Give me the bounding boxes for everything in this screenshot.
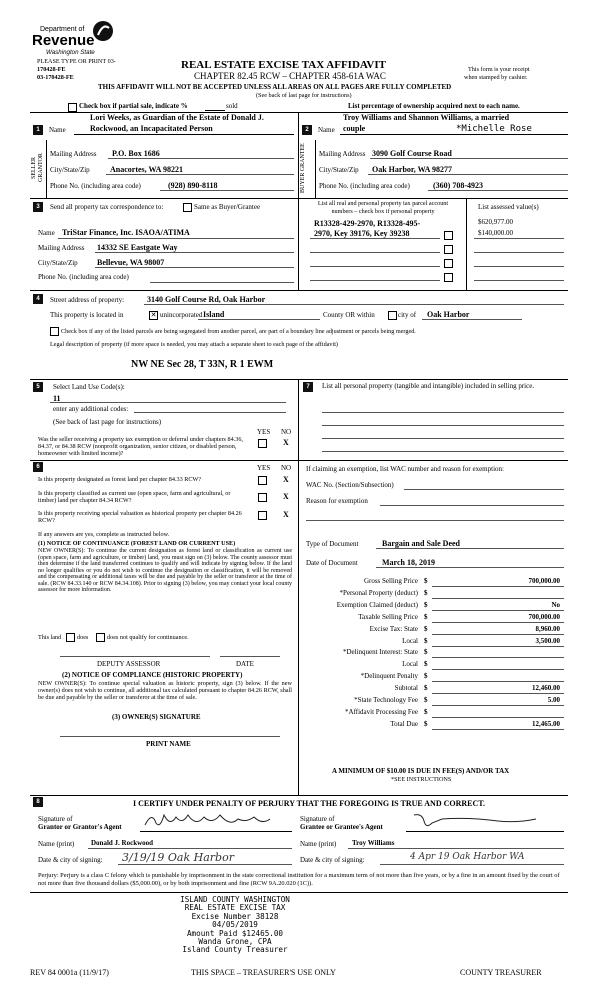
land-does-label: does bbox=[77, 634, 89, 641]
sale-row-value: 700,000.00 bbox=[528, 612, 560, 621]
segregated-parcel-label: Check box if any of the listed parcels are being segregated from another parcel, are part of a boundary line adjustment or parcels being merged. bbox=[61, 328, 416, 335]
parcel-line2: 2970, Key 39176, Key 39238 bbox=[314, 229, 410, 238]
stamp-line5: Amount Paid $12465.00 bbox=[186, 928, 283, 938]
land-use-label: Select Land Use Code(s): bbox=[53, 383, 125, 391]
sale-row-label: Total Due bbox=[390, 719, 418, 728]
unincorporated-label: unincorporated bbox=[160, 311, 203, 319]
exemption-yes-checkbox[interactable] bbox=[258, 439, 267, 448]
sale-row-label: *Delinquent Penalty bbox=[360, 672, 418, 681]
exemption-no-mark: X bbox=[283, 438, 289, 447]
sale-row-currency: $ bbox=[424, 577, 428, 585]
compliance-title: (2) NOTICE OF COMPLIANCE (HISTORIC PROPERTY) bbox=[62, 671, 243, 679]
grantee-signature-label-2: Grantee or Grantee's Agent bbox=[300, 823, 383, 831]
additional-codes-label: enter any additional codes: bbox=[53, 405, 129, 413]
buyer-grantee-side-label: BUYER GRANTEE bbox=[300, 143, 306, 193]
located-in-label: This property is located in bbox=[50, 311, 124, 319]
exemption-question: Was the seller receiving a property tax exemption or deferral under chapters 84.36, 84.37, or 84.38 RCW (nonprofit organization, senior citizen, or disabled person, homeowner with limited income)? bbox=[38, 436, 243, 457]
segregated-parcel-checkbox[interactable] bbox=[50, 327, 59, 336]
continuance-title: (1) NOTICE OF CONTINUANCE (FOREST LAND OR CURRENT USE) bbox=[38, 540, 236, 547]
document-type-label: Type of Document bbox=[306, 540, 359, 548]
sale-row-currency: $ bbox=[424, 636, 428, 645]
parcel-line1: R13328-429-2970, R13328-495- bbox=[314, 219, 421, 228]
form-revision: REV 84 0001a (11/9/17) bbox=[30, 968, 109, 977]
stamp-line7: Island County Treasurer bbox=[182, 945, 288, 955]
sale-row-currency: $ bbox=[424, 684, 428, 693]
dept-line1: Department of bbox=[40, 26, 85, 33]
stamp-line4: 04/05/2019 bbox=[212, 920, 258, 930]
sale-row-currency: $ bbox=[424, 648, 428, 657]
ownership-percentage-note: List percentage of ownership acquired next to each name. bbox=[348, 102, 520, 110]
personal-property-label: List all personal property (tangible and intangible) included in selling price. bbox=[322, 382, 535, 390]
grantee-name-label: Name (print) bbox=[300, 840, 337, 848]
sale-row-underline bbox=[432, 693, 564, 694]
exemption-claim-label: If claiming an exemption, list WAC number and reason for exemption: bbox=[306, 465, 504, 473]
buyer-phone-label: Phone No. (including area code) bbox=[319, 182, 410, 190]
sale-row-currency: $ bbox=[424, 612, 428, 621]
reference-1: 170428-FE bbox=[37, 66, 66, 73]
forest-q1-yes-checkbox[interactable] bbox=[258, 476, 267, 485]
sale-row-label: Exemption Claimed (deduct) bbox=[336, 600, 418, 609]
sale-row-currency: $ bbox=[424, 719, 428, 728]
sale-row-label: Local bbox=[402, 660, 418, 669]
certify-statement: I CERTIFY UNDER PENALTY OF PERJURY THAT THE FOREGOING IS TRUE AND CORRECT. bbox=[133, 799, 486, 808]
sale-row-underline bbox=[432, 729, 564, 730]
this-land-label: This land bbox=[38, 634, 62, 641]
document-date-value: March 18, 2019 bbox=[382, 558, 435, 567]
receipt-note-2: when stamped by cashier. bbox=[464, 74, 528, 81]
grantor-name-value: Donald J. Rockwood bbox=[91, 839, 154, 847]
buyer-mailing-label: Mailing Address bbox=[319, 150, 366, 158]
sale-row-value: 8,960.00 bbox=[535, 624, 560, 633]
sale-row-currency: $ bbox=[424, 696, 428, 704]
sale-row-value: 5.00 bbox=[547, 696, 560, 704]
compliance-text: NEW OWNER(S): To continue special valuation as historic property, sign (3) below. If the new owner(s) does not wish to continue, all additional tax calculated pursuant to chapter 84.26 RCW, shall be due and payable by the seller or transferor at the time of sale. bbox=[38, 680, 292, 701]
sale-row-label: Excise Tax: State bbox=[369, 624, 418, 633]
receipt-note-1: This form is your receipt bbox=[468, 66, 530, 73]
tax-city-label: City/State/Zip bbox=[38, 259, 78, 267]
department-of-revenue-logo bbox=[30, 20, 120, 56]
tax-name-label: Name bbox=[38, 229, 55, 237]
stamp-line3: Excise Number 38128 bbox=[191, 911, 279, 921]
sale-row-currency: $ bbox=[424, 624, 428, 633]
tax-correspondence-label: Send all property tax correspondence to: bbox=[50, 203, 164, 211]
unincorporated-checkbox[interactable]: ✕ bbox=[150, 311, 157, 319]
tax-city-value: Bellevue, WA 98007 bbox=[97, 258, 165, 267]
grantor-name-label: Name (print) bbox=[38, 840, 75, 848]
forest-question-1: Is this property designated as forest land per chapter 84.33 RCW? bbox=[38, 476, 202, 483]
seller-name-line1: Lori Weeks, as Guardian of the Estate of Donald J. bbox=[90, 113, 264, 122]
buyer-name-line1: Troy Williams and Shannon Williams, a married bbox=[343, 113, 510, 122]
please-type-note: PLEASE TYPE OR PRINT 03- bbox=[37, 58, 116, 65]
revenue-logo-icon bbox=[92, 20, 114, 42]
section-4-badge: 4 bbox=[33, 294, 43, 304]
parcel-personal-property-checkbox-3[interactable] bbox=[444, 259, 453, 268]
land-does-checkbox[interactable] bbox=[66, 633, 75, 642]
sale-row-underline bbox=[432, 586, 564, 587]
parcel-personal-property-checkbox-4[interactable] bbox=[444, 273, 453, 282]
see-instructions-note: *SEE INSTRUCTIONS bbox=[391, 776, 452, 783]
sale-row-label: Subtotal bbox=[394, 684, 418, 693]
grantor-date-label: Date & city of signing: bbox=[38, 856, 103, 864]
sale-row-label: *State Technology Fee bbox=[354, 696, 418, 704]
sale-row-underline bbox=[432, 622, 564, 623]
section-6-badge: 6 bbox=[33, 462, 43, 472]
parcel-header-line1: List all real and personal property tax parcel account bbox=[317, 200, 449, 207]
same-as-buyer-checkbox[interactable] bbox=[183, 203, 192, 212]
document-type-value: Bargain and Sale Deed bbox=[382, 539, 461, 548]
parcel-list-header bbox=[302, 200, 464, 216]
sale-row-currency: $ bbox=[424, 600, 428, 609]
seller-phone-label: Phone No. (including area code) bbox=[50, 182, 141, 190]
perjury-notice: Perjury: Perjury is a class C felony which is punishable by imprisonment in the state correctional institution for a maximum term of not more than five years, or by a fine in an amount fixed by the court of not more than five thousand dollars ($5,000.00), or by both imprisonment and fine (RCW 9A.20.020 (1C)). bbox=[38, 872, 560, 887]
sale-row-underline bbox=[432, 657, 564, 658]
dept-line3: Washington State bbox=[46, 49, 95, 56]
legal-description-label: Legal description of property (if more space is needed, you may attach a separate sheet to each page of the affidavit) bbox=[50, 341, 338, 348]
tax-name-value: TriStar Finance, Inc. ISAOA/ATIMA bbox=[62, 228, 190, 237]
sale-row-underline bbox=[432, 705, 564, 706]
completion-warning: THIS AFFIDAVIT WILL NOT BE ACCEPTED UNLESS ALL AREAS ON ALL PAGES ARE FULLY COMPLETED bbox=[98, 83, 452, 91]
seller-mailing-label: Mailing Address bbox=[50, 150, 97, 158]
sale-row-label: Taxable Selling Price bbox=[358, 612, 418, 621]
buyer-handwritten-addition: *Michelle Rose bbox=[456, 124, 532, 134]
forest-q1-no-mark: X bbox=[283, 475, 289, 484]
sale-row-value: 12,460.00 bbox=[532, 684, 560, 693]
stamp-line1: ISLAND COUNTY WASHINGTON bbox=[180, 895, 290, 904]
seller-grantor-side-label: SELLER GRANTOR bbox=[31, 153, 44, 183]
document-date-label: Date of Document bbox=[306, 559, 358, 567]
form-title: REAL ESTATE EXCISE TAX AFFIDAVIT bbox=[181, 59, 386, 71]
sale-row-underline bbox=[432, 646, 564, 647]
city-of-checkbox[interactable] bbox=[388, 311, 397, 320]
county-treasurer-label: COUNTY TREASURER bbox=[460, 968, 542, 977]
section-3-badge: 3 bbox=[33, 202, 43, 212]
forest-q2-yes-checkbox[interactable] bbox=[258, 493, 267, 502]
sale-row-label: *Delinquent Interest: State bbox=[342, 648, 418, 657]
form-chapter: CHAPTER 82.45 RCW – CHAPTER 458-61A WAC bbox=[194, 71, 386, 81]
buyer-mailing-value: 3090 Golf Course Road bbox=[372, 149, 452, 158]
any-yes-note: If any answers are yes, complete as instructed below. bbox=[38, 531, 170, 538]
reason-exemption-label: Reason for exemption bbox=[306, 497, 368, 505]
forest-q2-no-mark: X bbox=[283, 492, 289, 501]
owner-signature-label: (3) OWNER(S) SIGNATURE bbox=[112, 713, 201, 721]
treasurer-stamp bbox=[155, 896, 315, 955]
section-1-badge: 1 bbox=[33, 125, 43, 135]
sale-row-underline bbox=[432, 717, 564, 718]
land-use-code: 11 bbox=[53, 394, 61, 403]
stamp-line6: Wanda Grone, CPA bbox=[198, 937, 272, 947]
assessed-value-1: $620,977.00 bbox=[478, 218, 513, 226]
stamp-line2: REAL ESTATE EXCISE TAX bbox=[184, 903, 286, 913]
buyer-city-label: City/State/Zip bbox=[319, 166, 359, 174]
sale-row-currency: $ bbox=[424, 588, 428, 597]
grantee-name-value: Troy Williams bbox=[352, 839, 395, 847]
grantor-signature-area[interactable] bbox=[142, 809, 292, 831]
street-address-value: 3140 Golf Course Rd, Oak Harbor bbox=[147, 295, 266, 304]
city-value: Oak Harbor bbox=[427, 310, 470, 319]
grantor-signature-scribble bbox=[142, 809, 292, 831]
sold-label: sold bbox=[226, 102, 238, 110]
forest-question-2: Is this property classified as current use (open space, farm and agricultural, or timber) land per chapter 84.34 RCW? bbox=[38, 490, 231, 504]
buyer-phone-value: (360) 708-4923 bbox=[433, 181, 483, 190]
sale-row-value: 700,000.00 bbox=[528, 577, 560, 585]
forest-question-3: Is this property receiving special valuation as historical property per chapter 84.26 RCW? bbox=[38, 510, 242, 524]
tax-mailing-label: Mailing Address bbox=[38, 244, 85, 252]
reference-2: 03-170428-FE bbox=[37, 74, 74, 81]
county-or-within-label: County OR within bbox=[323, 311, 375, 319]
same-as-buyer-label: Same as Buyer/Grantee bbox=[194, 203, 261, 211]
section-5-badge: 5 bbox=[33, 382, 43, 392]
sale-row-underline bbox=[432, 634, 564, 635]
legal-description-value: NW NE Sec 28, T 33N, R 1 EWM bbox=[131, 359, 274, 370]
continuance-text: NEW OWNER(S): To continue the current designation as forest land or classification as current use (open space, farm and agriculture, or timber) land, you must sign on (3) below. The county assessor must then determine if the land transferred continues to qualify and will indicate by signing below. If the land no longer qualifies or you do not wish to continue the designation or classification, it will be removed and the compensating or additional taxes will be due and payable by the seller or transferor at the time of sale. (RCW 84.33.140 or RCW 84.34.108). Prior to signing (3) below, you may contact your local county assessor for more information. bbox=[38, 548, 292, 593]
parcel-personal-property-checkbox-2[interactable] bbox=[444, 245, 453, 254]
seller-phone-value: (928) 890-8118 bbox=[168, 181, 218, 190]
assessed-value-2: $140,000.00 bbox=[478, 229, 513, 237]
city-of-label: city of bbox=[398, 311, 417, 319]
sale-row-value: 3,500.00 bbox=[535, 636, 560, 645]
assessed-value-header: List assessed value(s) bbox=[478, 203, 539, 211]
forest-q3-yes-checkbox[interactable] bbox=[258, 511, 267, 520]
grantor-signature-label-1: Signature of bbox=[38, 815, 73, 823]
minimum-fee-note: A MINIMUM OF $10.00 IS DUE IN FEE(S) AND/OR TAX bbox=[332, 767, 510, 775]
partial-sale-label: Check box if partial sale, indicate % bbox=[79, 102, 188, 110]
sale-row-underline bbox=[432, 681, 564, 682]
sale-row-underline bbox=[432, 598, 564, 599]
forest-no-header: NO bbox=[281, 464, 292, 472]
grantor-signature-label-2: Grantor or Grantor's Agent bbox=[38, 823, 122, 831]
buyer-name-line2: couple bbox=[343, 124, 366, 133]
grantee-date-label: Date & city of signing: bbox=[300, 856, 365, 864]
section-2-badge: 2 bbox=[302, 125, 312, 135]
parcel-personal-property-checkbox-1[interactable] bbox=[444, 231, 453, 240]
print-name-label: PRINT NAME bbox=[146, 740, 191, 748]
sale-row-currency: $ bbox=[424, 707, 428, 716]
sale-row-value: 12,465.00 bbox=[532, 719, 560, 728]
buyer-city-value: Oak Harbor, WA 98277 bbox=[372, 165, 453, 174]
sale-row-value: No bbox=[551, 600, 560, 609]
sale-row-underline bbox=[432, 610, 564, 611]
parcel-header-line2: numbers – check box if personal property bbox=[331, 208, 435, 215]
grantee-signature-label-1: Signature of bbox=[300, 815, 335, 823]
tax-phone-label: Phone No. (including area code) bbox=[38, 273, 129, 281]
sale-row-label: Local bbox=[402, 636, 418, 645]
street-address-label: Street address of property: bbox=[50, 296, 125, 304]
sale-row-label: Gross Selling Price bbox=[363, 577, 418, 585]
deputy-assessor-label: DEPUTY ASSESSOR bbox=[97, 660, 161, 668]
section-8-badge: 8 bbox=[33, 797, 43, 807]
sale-row-label: *Affidavit Processing Fee bbox=[345, 707, 418, 716]
land-does-not-label: does not qualify for continuance. bbox=[107, 634, 189, 641]
partial-sale-checkbox[interactable] bbox=[68, 103, 77, 112]
assessor-date-label: DATE bbox=[236, 660, 254, 668]
grantee-date-value: 4 Apr 19 Oak Harbor WA bbox=[410, 852, 525, 862]
seller-mailing-value: P.O. Box 1686 bbox=[112, 149, 160, 158]
treasurer-space-note: THIS SPACE – TREASURER'S USE ONLY bbox=[191, 968, 336, 977]
forest-yes-header: YES bbox=[257, 464, 271, 472]
seller-city-value: Anacortes, WA 98221 bbox=[110, 165, 183, 174]
dept-line2: Revenue bbox=[32, 32, 95, 49]
sale-row-currency: $ bbox=[424, 672, 428, 681]
see-back-note: (See back of last page for instructions) bbox=[256, 92, 352, 99]
land-use-see-back: (See back of last page for instructions) bbox=[53, 418, 162, 426]
grantee-signature-area[interactable] bbox=[408, 811, 558, 831]
sale-row-underline bbox=[432, 669, 564, 670]
forest-q3-no-mark: X bbox=[283, 510, 289, 519]
seller-name-line2: Rockwood, an Incapacitated Person bbox=[90, 124, 213, 133]
seller-city-label: City/State/Zip bbox=[50, 166, 90, 174]
wac-number-label: WAC No. (Section/Subsection) bbox=[306, 481, 394, 489]
county-value: Island bbox=[203, 310, 225, 319]
grantor-date-value: 3/19/19 Oak Harbor bbox=[122, 851, 234, 864]
seller-name-label: Name bbox=[49, 126, 66, 134]
grantee-signature-scribble bbox=[408, 811, 558, 831]
tax-mailing-value: 14332 SE Eastgate Way bbox=[97, 243, 178, 252]
land-use-no-header: NO bbox=[281, 428, 292, 436]
section-7-badge: 7 bbox=[303, 382, 313, 392]
land-does-not-checkbox[interactable] bbox=[96, 633, 105, 642]
land-use-yes-header: YES bbox=[257, 428, 271, 436]
buyer-name-label: Name bbox=[318, 126, 335, 134]
sale-row-currency: $ bbox=[424, 660, 428, 669]
sale-row-label: *Personal Property (deduct) bbox=[339, 588, 418, 597]
